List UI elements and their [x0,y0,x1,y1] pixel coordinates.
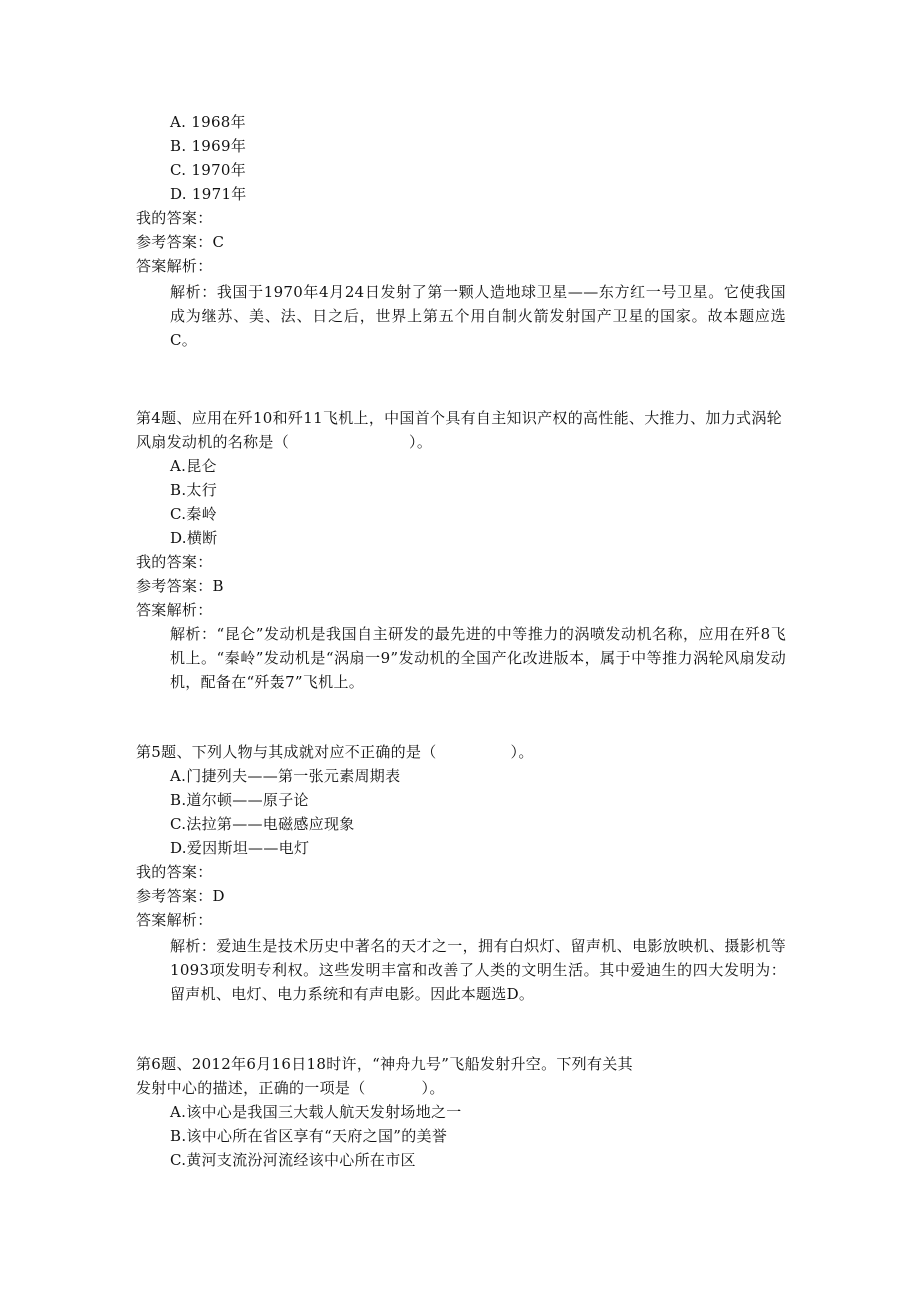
q5-stem-text: 第5题、下列人物与其成就对应不正确的是（ [136,743,437,761]
q5-option-c: C.法拉第——电磁感应现象 [170,815,355,833]
q5-option-d: D.爱因斯坦——电灯 [170,839,310,857]
q5-my-answer-label: 我的答案： [136,863,213,881]
q6-option-b: B.该中心所在省区享有“天府之国”的美誉 [170,1127,448,1145]
q5-analysis-text: 解析：爱迪生是技术历史中著名的天才之一，拥有白炽灯、留声机、电影放映机、摄影机等1093项发明专利权。这些发明丰富和改善了人类的文明生活。其中爱迪生的四大发明为：留声机、电灯、电力系统和有声电影。因此本题选D。 [170,937,786,1003]
q3-reference-answer: 参考答案：C [136,233,225,251]
q3-analysis-text: 解析：我国于1970年4月24日发射了第一颗人造地球卫星——东方红一号卫星。它使我国成为继苏、美、法、日之后，世界上第五个用自制火箭发射国产卫星的国家。故本题应选C。 [170,283,786,349]
q5-option-a: A.门捷列夫——第一张元素周期表 [170,767,401,785]
q3-option-c: C. 1970年 [170,161,247,179]
q5-option-b: B.道尔顿——原子论 [170,791,309,809]
q4-stem-end: ）。 [409,433,433,451]
q3-analysis [136,280,786,352]
q4-option-c: C.秦岭 [170,505,217,523]
q6-stem-line-2 [136,1076,445,1100]
q6-stem-text: 发射中心的描述，正确的一项是（ [136,1079,366,1097]
q5-analysis [136,934,786,1006]
q3-option-b: B. 1969年 [170,137,247,155]
q6-stem-line-1: 第6题、2012年6月16日18时许，“神舟九号”飞船发射升空。下列有关其 [136,1055,633,1073]
q5-analysis-label: 答案解析： [136,911,213,929]
q6-stem-end: ）。 [421,1079,445,1097]
q4-option-b: B.太行 [170,481,217,499]
q4-option-a: A.昆仑 [170,457,217,475]
q5-stem [136,740,786,764]
q5-stem-end: ）。 [510,743,534,761]
q3-option-a: A. 1968年 [170,113,246,131]
q4-reference-answer: 参考答案：B [136,577,224,595]
q3-my-answer-label: 我的答案： [136,209,213,227]
q3-option-d: D. 1971年 [170,185,247,203]
q4-analysis-text: 解析：“昆仑”发动机是我国自主研发的最先进的中等推力的涡喷发动机名称，应用在歼8飞机上。“秦岭”发动机是“涡扇一9”发动机的全国产化改进版本，属于中等推力涡轮风扇发动机，配备在“歼轰7”飞机上。 [170,625,786,691]
q4-stem-text: 第4题、应用在歼10和歼11飞机上，中国首个具有自主知识产权的高性能、大推力、加力式涡轮风扇发动机的名称是（ [136,409,782,451]
q4-stem [136,406,786,454]
q4-my-answer-label: 我的答案： [136,553,213,571]
q6-option-c: C.黄河支流汾河流经该中心所在市区 [170,1151,416,1169]
q3-analysis-label: 答案解析： [136,257,213,275]
q5-reference-answer: 参考答案：D [136,887,225,905]
q4-option-d: D.横断 [170,529,218,547]
q6-option-a: A.该中心是我国三大载人航天发射场地之一 [170,1103,462,1121]
q4-analysis [136,622,786,694]
q4-analysis-label: 答案解析： [136,601,213,619]
